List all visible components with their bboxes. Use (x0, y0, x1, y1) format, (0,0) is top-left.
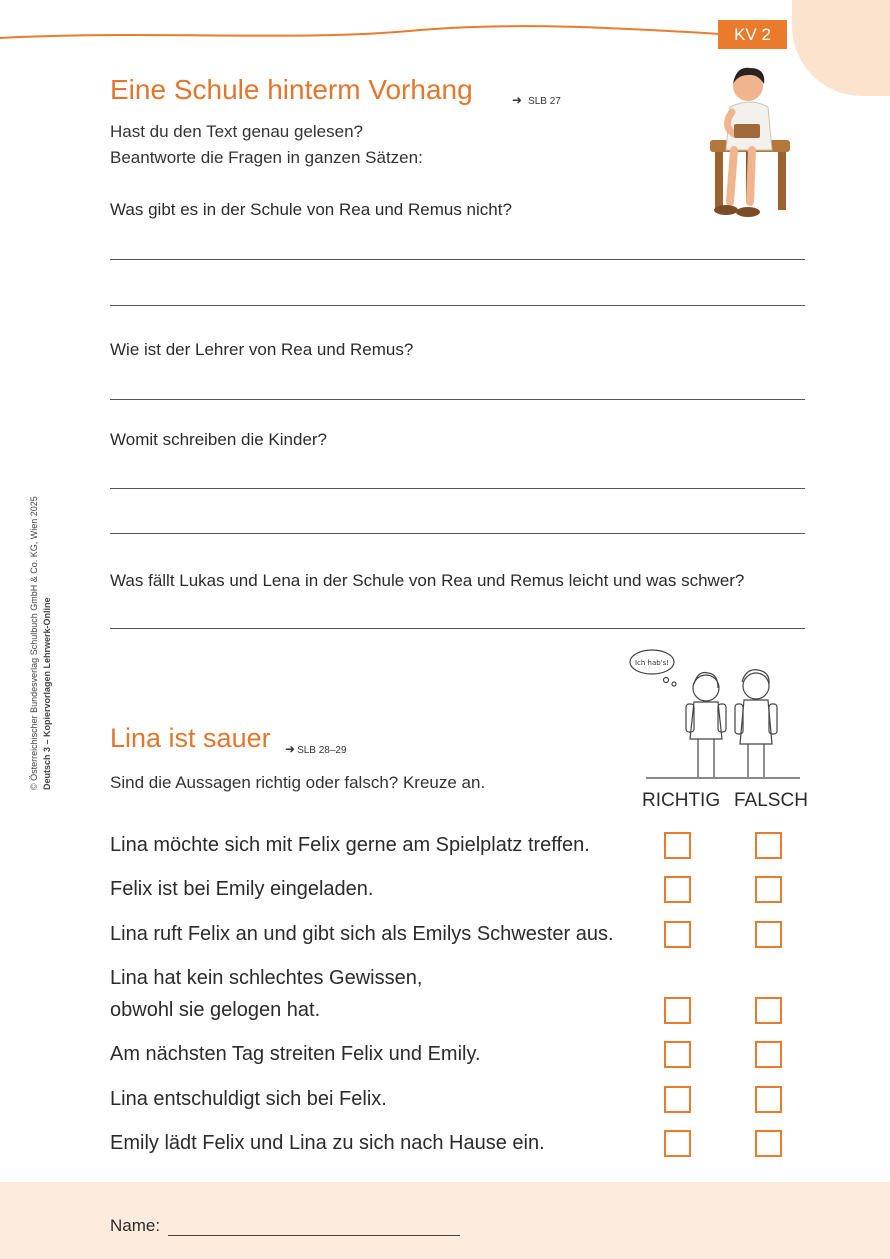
name-input-line[interactable] (168, 1235, 460, 1236)
checkbox-richtig[interactable] (664, 1130, 691, 1157)
checkbox-richtig[interactable] (664, 832, 691, 859)
statement-4-line1: Lina hat kein schlechtes Gewissen, (110, 967, 423, 989)
checkbox-richtig[interactable] (664, 921, 691, 948)
checkbox-richtig[interactable] (664, 1041, 691, 1068)
checkbox-richtig[interactable] (664, 997, 691, 1024)
checkbox-falsch[interactable] (755, 1130, 782, 1157)
side-copyright: © Österreichischer Bundesverlag Schulbuch GmbH & Co. KG, Wien 2025 Deutsch 3 – Kopiervorlagen Lehrwerk-Online (29, 496, 52, 790)
checkbox-falsch[interactable] (755, 1041, 782, 1068)
statement-1: Lina möchte sich mit Felix gerne am Spielplatz treffen. (110, 834, 590, 856)
answer-line[interactable] (110, 533, 805, 534)
statement-7: Emily lädt Felix und Lina zu sich nach Hause ein. (110, 1132, 545, 1154)
checkbox-falsch[interactable] (755, 997, 782, 1024)
column-header-richtig: RICHTIG (642, 790, 721, 811)
checkbox-falsch[interactable] (755, 832, 782, 859)
statement-5: Am nächsten Tag streiten Felix und Emily. (110, 1043, 481, 1065)
checkbox-richtig[interactable] (664, 876, 691, 903)
statement-3: Lina ruft Felix an und gibt sich als Emilys Schwester aus. (110, 923, 614, 945)
question-3: Womit schreiben die Kinder? (110, 430, 328, 449)
question-1: Was gibt es in der Schule von Rea und Remus nicht? (110, 200, 512, 219)
checkbox-falsch[interactable] (755, 876, 782, 903)
section1-ref: ➜ SLB 27 (512, 93, 561, 107)
roman-boy-illustration (690, 62, 805, 227)
statement-2: Felix ist bei Emily eingeladen. (110, 878, 374, 900)
column-header-falsch: FALSCH (734, 790, 808, 811)
answer-line[interactable] (110, 488, 805, 489)
kv-badge: KV 2 (718, 20, 787, 49)
checkbox-richtig[interactable] (664, 1086, 691, 1113)
name-label: Name: (110, 1216, 161, 1235)
answer-line[interactable] (110, 305, 805, 306)
question-4: Was fällt Lukas und Lena in der Schule von Rea und Remus leicht und was schwer? (110, 571, 745, 590)
arrow-icon: ➜ (512, 93, 523, 107)
checkbox-falsch[interactable] (755, 921, 782, 948)
section2-ref: ➜ SLB 28–29 (285, 742, 347, 756)
thought-bubble-text: Ich hab's! (634, 659, 670, 667)
answer-line[interactable] (110, 259, 805, 260)
corner-blob (792, 0, 890, 96)
statement-4-line2: obwohl sie gelogen hat. (110, 999, 321, 1021)
section1-intro: Hast du den Text genau gelesen? Beantworte die Fragen in ganzen Sätzen: (110, 122, 423, 167)
section1-title: Eine Schule hinterm Vorhang (110, 74, 473, 105)
checkbox-falsch[interactable] (755, 1086, 782, 1113)
answer-line[interactable] (110, 628, 805, 629)
section2-title: Lina ist sauer (110, 723, 271, 753)
arrow-icon: ➜ (285, 742, 296, 756)
section2-intro: Sind die Aussagen richtig oder falsch? Kreuze an. (110, 773, 486, 792)
answer-line[interactable] (110, 399, 805, 400)
children-illustration (628, 644, 803, 782)
question-2: Wie ist der Lehrer von Rea und Remus? (110, 340, 414, 359)
statement-6: Lina entschuldigt sich bei Felix. (110, 1088, 387, 1110)
